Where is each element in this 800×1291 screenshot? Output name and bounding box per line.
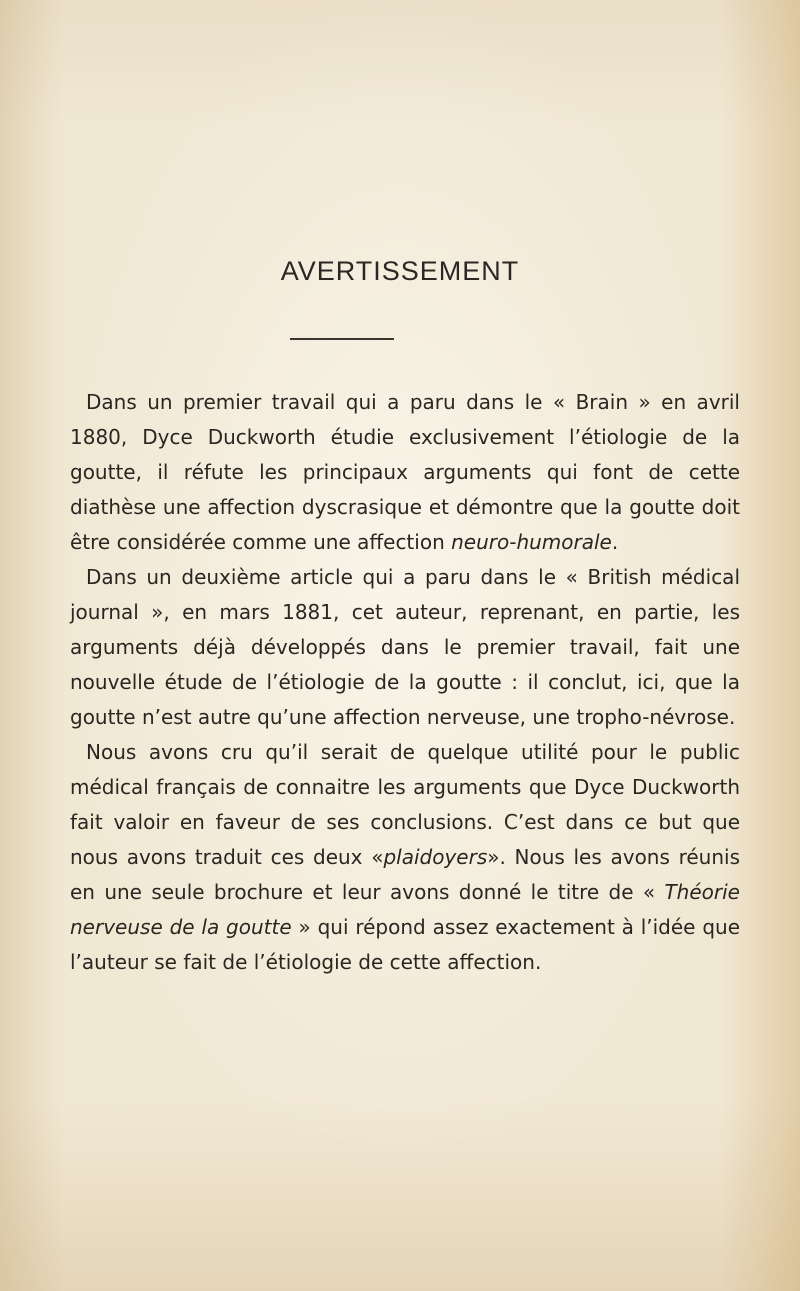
paragraph-3-text-b: ». Nous les avons réunis en une seule brochure et leur avons donné le titre de « bbox=[70, 845, 741, 904]
paragraph-1-text: Dans un premier travail qui a paru dans le « Brain » en avril 1880, Dyce Duckworth étudie exclusivement l’étiologie de la goutte, il réfute les principaux arguments qui font de cette diathèse une affection dyscrasique et démontre que la goutte doit être considérée comme une affection bbox=[70, 390, 740, 554]
paragraph-1-end: . bbox=[611, 530, 619, 554]
paragraph-3-text-a: Nous avons cru qu’il serait de quelque utilité pour le public médical français de connaitre les arguments que Dyce Duckworth fait valoir en faveur de ses conclusions. C’est dans ce but que nous avons traduit ces deux « bbox=[70, 740, 740, 869]
body-text bbox=[70, 385, 740, 980]
page-title: AVERTISSEMENT bbox=[280, 256, 520, 286]
paragraph-1-emphasis: neuro-humorale bbox=[451, 530, 612, 554]
title-divider bbox=[290, 338, 394, 340]
paragraph-2 bbox=[70, 560, 740, 735]
paragraph-3 bbox=[70, 735, 740, 980]
paragraph-3-emphasis-1: plaidoyers bbox=[383, 845, 488, 869]
paragraph-1 bbox=[70, 385, 740, 560]
paragraph-2-text: Dans un deuxième article qui a paru dans le « British médical journal », en mars 1881, cet auteur, reprenant, en partie, les arguments déjà développés dans le premier travail, fait une nouvelle étude de l’étiologie de la goutte : il conclut, ici, que la goutte n’est autre qu’une affection nerveuse, une tropho-névrose. bbox=[70, 565, 740, 729]
paragraph-3-emphasis-2: Théorie nerveuse de la goutte bbox=[70, 880, 740, 939]
paragraph-3-text-c: » qui répond assez exactement à l’idée que l’auteur se fait de l’étiologie de cette affection. bbox=[70, 915, 741, 974]
